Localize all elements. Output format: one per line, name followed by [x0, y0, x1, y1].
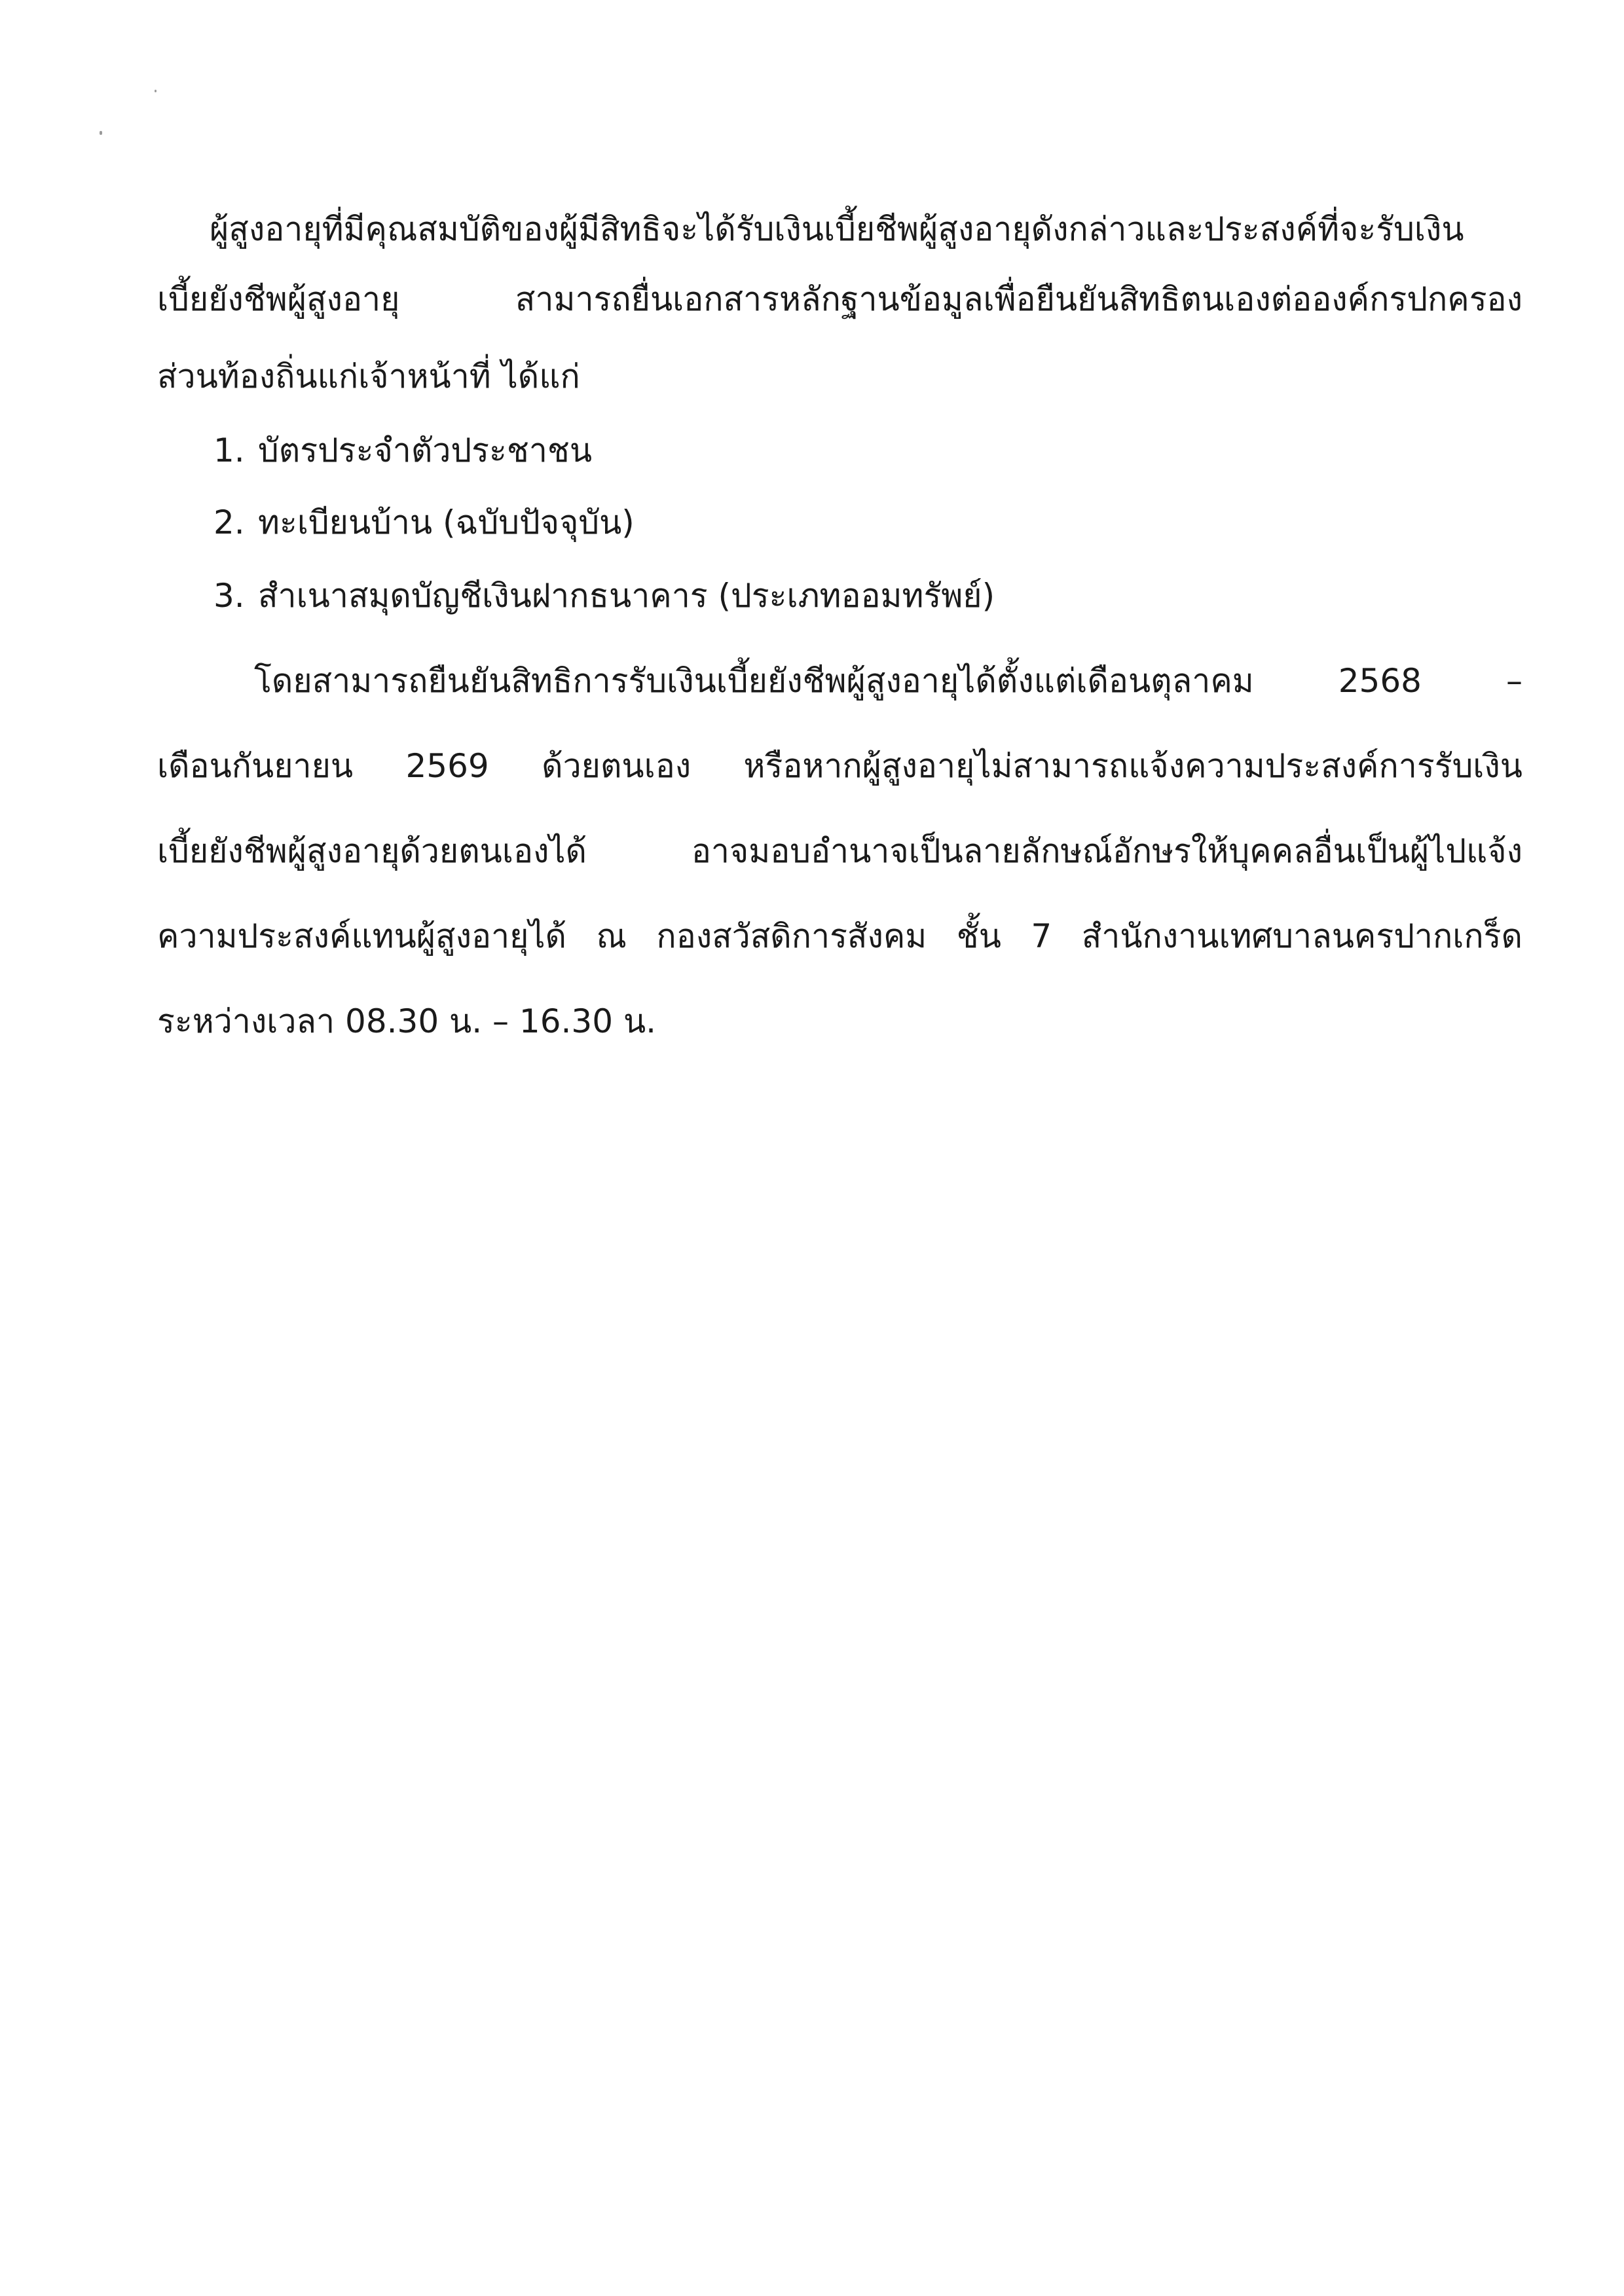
list-item: [213, 503, 635, 542]
paragraph-2-line-5: ระหว่างเวลา 08.30 น. – 16.30 น.: [157, 1002, 657, 1040]
scan-speck: [100, 131, 102, 135]
list-item-text: บัตรประจำตัวประชาชน: [258, 431, 593, 469]
scan-speck: [155, 90, 157, 92]
list-item-number: 3.: [213, 577, 245, 615]
word: สามารถยื่นเอกสารหลักฐานข้อมูลเพื่อยืนยันสิทธิตนเองต่อองค์กรปกครอง: [515, 280, 1522, 318]
paragraph-1-line-1: [210, 210, 1522, 249]
paragraph-2-line-4: [157, 917, 1522, 956]
word: ความประสงค์แทนผู้สูงอายุได้: [157, 917, 566, 955]
list-item: [213, 576, 995, 615]
paragraph-2-line-3: [157, 831, 1522, 871]
word: 2569: [405, 747, 489, 785]
list-item-number: 2.: [213, 503, 245, 541]
word: โดยสามารถยืนยันสิทธิการรับเงินเบี้ยยังชีพผู้สูงอายุได้ตั้งแต่เดือนตุลาคม: [254, 662, 1254, 700]
list-item: [213, 431, 592, 470]
word: 2568: [1338, 662, 1422, 700]
word: ผู้สูงอายุที่มีคุณสมบัติของผู้มีสิทธิจะได้รับเงินเบี้ยชีพผู้สูงอายุดังกล่าวและประสงค์ที่จะรับเงิน: [210, 210, 1464, 248]
word: กองสวัสดิการสังคม: [656, 917, 927, 955]
paragraph-2-line-1: [254, 661, 1522, 701]
list-item-number: 1.: [213, 431, 245, 469]
word: ณ: [596, 917, 627, 955]
word: หรือหากผู้สูงอายุไม่สามารถแจ้งความประสงค์การรับเงิน: [743, 747, 1522, 785]
word: 7: [1031, 917, 1052, 955]
word: อาจมอบอำนาจเป็นลายลักษณ์อักษรให้บุคคลอื่นเป็นผู้ไปแจ้ง: [691, 832, 1522, 870]
word: เบี้ยยังชีพผู้สูงอายุ: [157, 280, 400, 318]
word: เบี้ยยังชีพผู้สูงอายุด้วยตนเองได้: [157, 832, 587, 870]
word: เดือนกันยายน: [157, 747, 354, 785]
word: ชั้น: [956, 917, 1001, 955]
list-item-text: ทะเบียนบ้าน (ฉบับปัจจุบัน): [258, 503, 635, 541]
paragraph-1-line-2: [157, 280, 1522, 319]
word: สำนักงานเทศบาลนครปากเกร็ด: [1081, 917, 1522, 955]
word: ด้วยตนเอง: [542, 747, 692, 785]
list-item-text: สำเนาสมุดบัญชีเงินฝากธนาคาร (ประเภทออมทรัพย์): [258, 577, 995, 615]
paragraph-1-line-3: ส่วนท้องถิ่นแก่เจ้าหน้าที่ ได้แก่: [157, 357, 580, 395]
paragraph-2-line-2: [157, 746, 1522, 786]
word: –: [1505, 662, 1522, 700]
